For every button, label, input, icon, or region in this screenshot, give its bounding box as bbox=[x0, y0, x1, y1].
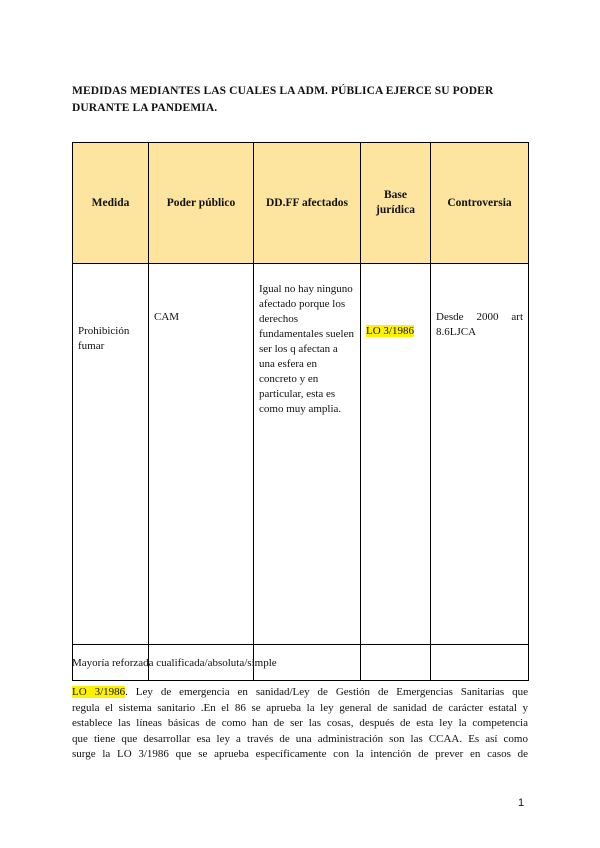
cell-ddff-afectados-text: Igual no hay ninguno afectado porque los derechos fundamentales suelen ser los q afectan a una esfera en concreto y en particular, esta es como muy amplia. bbox=[259, 283, 354, 415]
cell-poder-publico bbox=[149, 264, 254, 645]
header-ddff-afectados: DD.FF afectados bbox=[254, 143, 361, 264]
table-header-row bbox=[73, 143, 529, 264]
paragraph-line-1-text: . Ley de emergencia en sanidad/Ley de Gestión de Emergencias Sanitarias que bbox=[125, 686, 528, 698]
cell-medida-text: Prohibición fumar bbox=[78, 325, 130, 352]
header-controversia: Controversia bbox=[431, 143, 529, 264]
header-medida: Medida bbox=[73, 143, 149, 264]
header-base-juridica: Base jurídica bbox=[361, 143, 431, 264]
measures-table bbox=[72, 142, 529, 681]
cell-poder-publico-text: CAM bbox=[154, 311, 180, 323]
body-paragraph bbox=[72, 685, 528, 763]
cell-controversia-text: Desde 2000 art 8.6LJCA bbox=[436, 311, 523, 338]
majority-line: Mayoría reforzada cualificada/absoluta/simple bbox=[72, 657, 277, 669]
paragraph-line-2: regula el sistema sanitario .En el 86 se aprueba la ley general de sanidad de carácter estatal y bbox=[72, 701, 528, 714]
cell-base-juridica-text: LO 3/1986 bbox=[366, 325, 414, 337]
paragraph-line-5: surge la LO 3/1986 que se aprueba específicamente con la intención de prever en casos de bbox=[72, 748, 528, 760]
cell-controversia bbox=[431, 264, 529, 645]
cell-medida bbox=[73, 264, 149, 645]
paragraph-line-1 bbox=[72, 685, 528, 701]
document-heading: MEDIDAS MEDIANTES LAS CUALES LA ADM. PÚBLICA EJERCE SU PODER DURANTE LA PANDEMIA. bbox=[72, 85, 494, 114]
cell-ddff-afectados bbox=[254, 264, 361, 645]
empty-cell bbox=[431, 645, 529, 681]
table-row bbox=[73, 264, 529, 645]
cell-base-juridica bbox=[361, 264, 431, 645]
page-number: 1 bbox=[518, 797, 525, 809]
paragraph-line-4: que tiene que desarrollar esa ley a través de una administración son las CCAA. Es así como bbox=[72, 732, 528, 745]
highlighted-law-reference: LO 3/1986 bbox=[72, 686, 126, 698]
empty-cell bbox=[361, 645, 431, 681]
paragraph-line-3: establece las líneas básicas de como han de ser las cosas, después de esta ley la competencia bbox=[72, 717, 528, 729]
header-poder-publico: Poder público bbox=[149, 143, 254, 264]
